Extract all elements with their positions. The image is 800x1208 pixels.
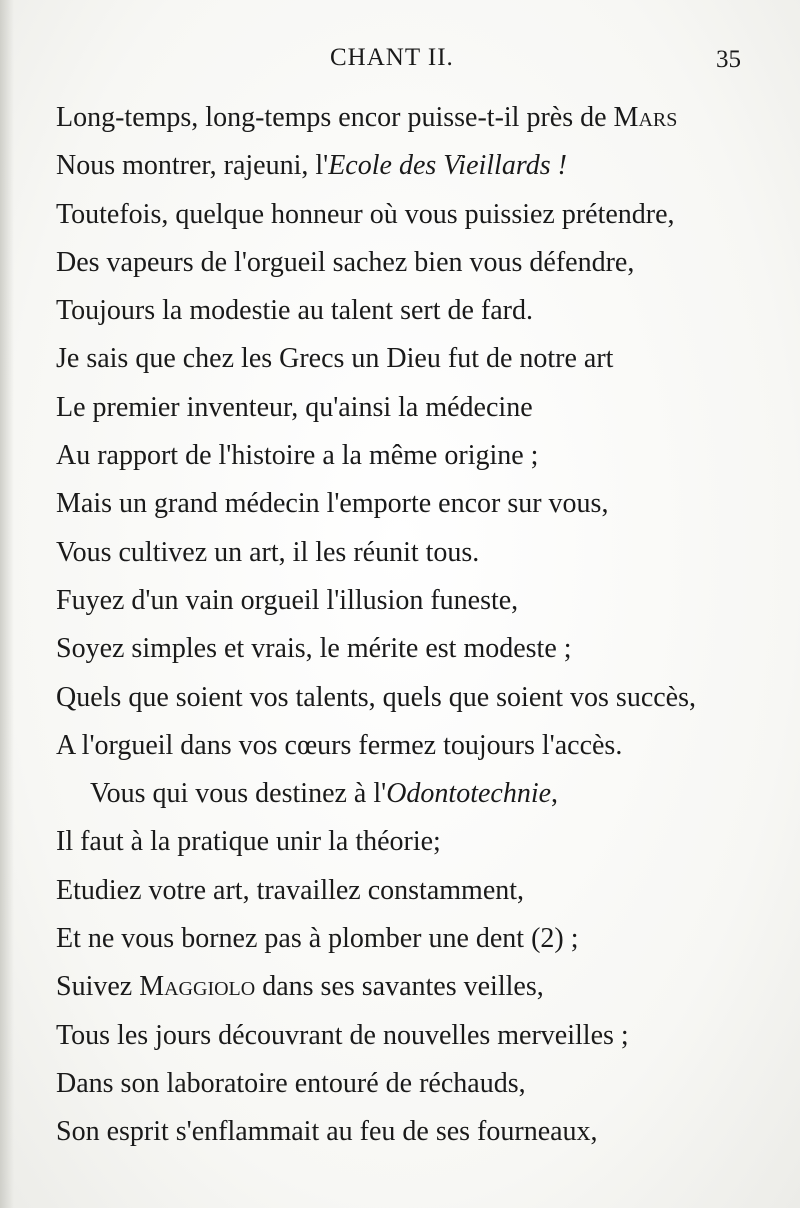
verse-line	[56, 915, 776, 963]
verse-text: Vous qui vous destinez à l'	[90, 778, 387, 810]
verse-line	[56, 625, 776, 673]
verse-line	[56, 142, 776, 190]
small-caps-text: Mars	[613, 102, 678, 133]
verse-line	[56, 770, 776, 818]
verse-line	[56, 432, 776, 480]
verse-text: Soyez simples et vrais, le mérite est modeste ;	[56, 633, 572, 665]
verse-line	[56, 577, 776, 625]
verse-line	[56, 94, 776, 142]
verse-line	[56, 335, 776, 383]
verse-line	[56, 867, 776, 915]
verse-text: Mais un grand médecin l'emporte encor sur vous,	[56, 488, 609, 520]
verse-text: Toutefois, quelque honneur où vous puissiez prétendre,	[56, 198, 675, 230]
verse-text: Et ne vous bornez pas à plomber une dent (2) ;	[56, 923, 579, 955]
verse-line	[56, 1108, 776, 1156]
verse-line	[56, 674, 776, 722]
verse-line	[56, 963, 776, 1011]
verse-text: dans ses savantes veilles,	[255, 971, 544, 1003]
verse-text: Quels que soient vos talents, quels que soient vos succès,	[56, 681, 697, 713]
verse-text: Toujours la modestie au talent sert de fard.	[56, 295, 533, 327]
verse-text: ,	[551, 778, 559, 810]
verse-text: Fuyez d'un vain orgueil l'illusion funeste,	[56, 584, 519, 616]
verse-line	[56, 818, 776, 866]
verse-line	[56, 191, 776, 239]
running-head: CHANT II.	[330, 44, 454, 71]
verse-line	[56, 529, 776, 577]
verse-text: Des vapeurs de l'orgueil sachez bien vous défendre,	[56, 246, 635, 278]
verse-text: Long-temps, long-temps encor puisse-t-il près de	[56, 102, 614, 133]
page-header	[0, 40, 800, 80]
verse-line	[56, 722, 776, 770]
page-number: 35	[716, 46, 741, 73]
verse-line	[56, 1060, 776, 1108]
verse-text: Tous les jours découvrant de nouvelles merveilles ;	[56, 1019, 629, 1051]
verse-text: Je sais que chez les Grecs un Dieu fut de notre art	[56, 343, 614, 375]
small-caps-text: Maggiolo	[139, 971, 256, 1003]
verse-text: Dans son laboratoire entouré de réchauds,	[56, 1067, 526, 1099]
page-gutter-shadow	[0, 0, 14, 1208]
verse-text: Vous cultivez un art, il les réunit tous.	[56, 536, 480, 568]
verse-line	[56, 287, 776, 335]
verse-text: Nous montrer, rajeuni, l'	[56, 150, 329, 182]
italic-text: Odontotechnie	[386, 778, 552, 810]
verse-text: Suivez	[56, 971, 140, 1003]
italic-text: Ecole des Vieillards !	[328, 150, 567, 182]
verse-line	[56, 239, 776, 287]
verse-line	[56, 480, 776, 528]
verse-text: Etudiez votre art, travaillez constamment,	[56, 874, 525, 906]
poem-text	[56, 94, 776, 1157]
verse-text: Son esprit s'enflammait au feu de ses fourneaux,	[56, 1116, 598, 1148]
verse-text: Le premier inventeur, qu'ainsi la médecine	[56, 391, 533, 423]
verse-line	[56, 384, 776, 432]
verse-text: A l'orgueil dans vos cœurs fermez toujours l'accès.	[56, 729, 623, 761]
verse-text: Au rapport de l'histoire a la même origine ;	[56, 440, 539, 472]
verse-text: Il faut à la pratique unir la théorie;	[56, 826, 441, 858]
verse-line	[56, 1012, 776, 1060]
